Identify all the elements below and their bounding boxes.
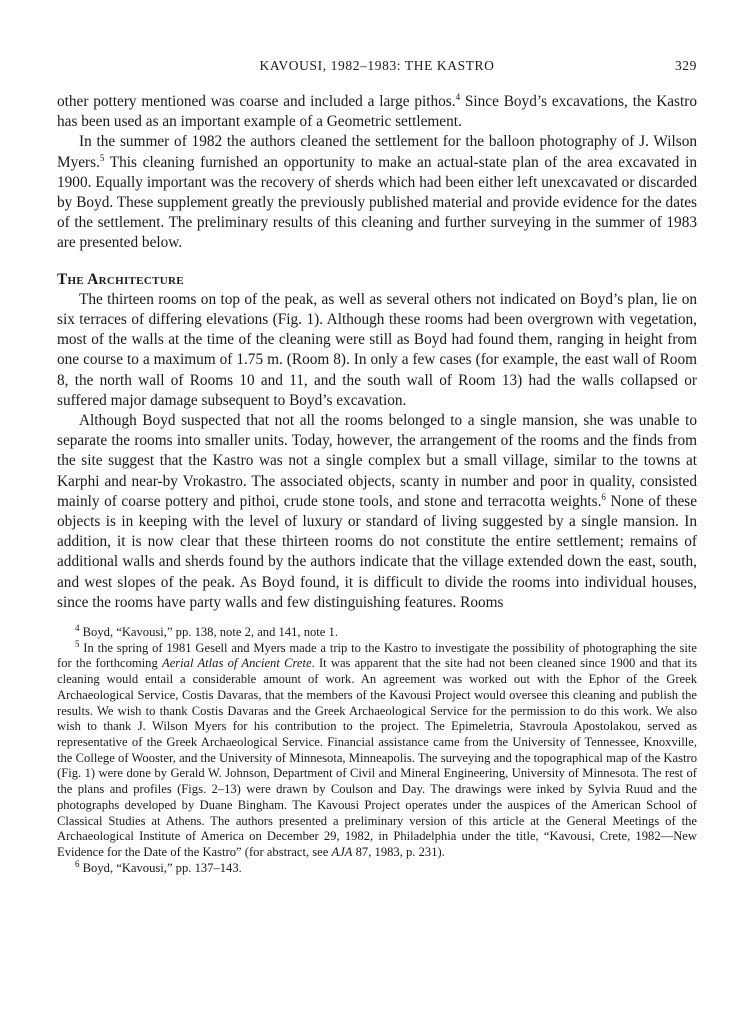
body-text [57,92,697,613]
running-title: KAVOUSI, 1982–1983: THE KASTRO [259,58,495,73]
italic-title: Aerial Atlas of Ancient Crete [162,656,312,671]
page-number: 329 [674,58,697,73]
footnote-5: $^5$ In the spring of 1981 Gesell and Myers made a trip to the Kastro to investigate the possibility of photographing the site for the forthcoming Aerial Atlas of Ancient Crete. It was apparent that the site had not been cleaned since 1900 and that its cleaning would entail a considerable amount of work. An agreement was worked out with the Ephor of the Greek Archaeological Service, Costis Davaras, that the members of the Kavousi Project would oversee this cleaning and publish the results. We wish to thank Costis Davaras and the Greek Archaeological Service for the permission to do this work. We also wish to thank J. Wilson Myers for his contribution to the project. The Epimeletria, Stavroula Apostolakou, served as representative of the Greek Archaeological Service. Financial assistance came from the University of Tennessee, Knoxville, the College of Wooster, and the University of Minnesota, Minneapolis. The surveying and the topographical map of the Kastro (Fig. 1) were done by Gerald W. Johnson, Department of Civil and Mineral Engineering, University of Minnesota. The rest of the plans and profiles (Figs. 2–13) were drawn by Coulson and Day. The drawings were inked by Sylvia Ruud and the photographs developed by Duane Bingham. The Kavousi Project operates under the auspices of the American School of Classical Studies at Athens. The authors presented a preliminary version of this article at the General Meetings of the Archaeological Institute of America on December 29, 1982, in Philadelphia under the title, “Kavousi, Crete, 1982—New Evidence for the Date of the Kastro” (for abstract, see AJA 87, 1983, p. 231). [57,638,697,859]
footnote-number: 4 [75,622,80,633]
running-header [57,58,697,78]
footnote-number: 5 [75,638,80,649]
footnote-ref-4[interactable]: 4 [455,91,461,102]
footnote-4: $^4$ Boyd, “Kavousi,” pp. 138, note 2, and 141, note 1. [75,622,338,640]
paragraph-1: other pottery mentioned was coarse and included a large pithos.$^4$ Since Boyd’s excavations, the Kastro has been used as an important example of a Geometric settlement. [57,91,697,131]
paragraph-2: In the summer of 1982 the authors cleaned the settlement for the balloon photography of J. Wilson Myers.$^5$ This cleaning furnished an opportunity to make an actual-state plan of the area excavated in 1900. Equally important was the recovery of sherds which had been either left unexcavated or discarded by Boyd. These supplement greatly the previously published material and provide evidence for the dates of the settlement. The preliminary results of this cleaning and further surveying in the summer of 1983 are presented below. [57,133,697,252]
section-heading: The Architecture [57,270,184,288]
italic-journal: AJA [331,844,353,859]
footnote-number: 6 [75,858,80,869]
footnotes [57,622,697,876]
footnote-ref-6[interactable]: 6 [601,491,606,502]
paragraph-3: The thirteen rooms on top of the peak, as well as several others not indicated on Boyd’s plan, lie on six terraces of differing elevations (Fig. 1). Although these rooms had been overgrown with vegetation, most of the walls at the time of the cleaning were still as Boyd had found them, ranging in height from one course to a maximum of 1.75 m. (Room 8). In only a few cases (for example, the east wall of Room 8, the north wall of Rooms 10 and 11, and the south wall of Room 13) had the walls collapsed or suffered major damage subsequent to Boyd’s excavation. [57,290,697,409]
footnote-ref-5[interactable]: 5 [99,152,105,163]
footnote-6: $^6$ Boyd, “Kavousi,” pp. 137–143. [75,858,242,875]
paragraph-4: Although Boyd suspected that not all the rooms belonged to a single mansion, she was unable to separate the rooms into smaller units. Today, however, the arrangement of the rooms and the finds from the site suggest that the Kastro was not a single complex but a small village, similar to the towns at Karphi and near-by Vrokastro. The associated objects, scanty in number and poor in quality, consisted mainly of coarse pottery and pithoi, crude stone tools, and stone and terracotta weights.$^6$ None of these objects is in keeping with the level of luxury or standard of living suggested by a single mansion. In addition, it is now clear that these thirteen rooms do not constitute the entire settlement; remains of additional walls and sherds found by the authors indicate that the village extended down the east, south, and west slopes of the peak. As Boyd found, it is difficult to divide the rooms into individual houses, since the rooms have party walls and few distinguishing features. Rooms [57,412,698,611]
page [57,58,697,876]
